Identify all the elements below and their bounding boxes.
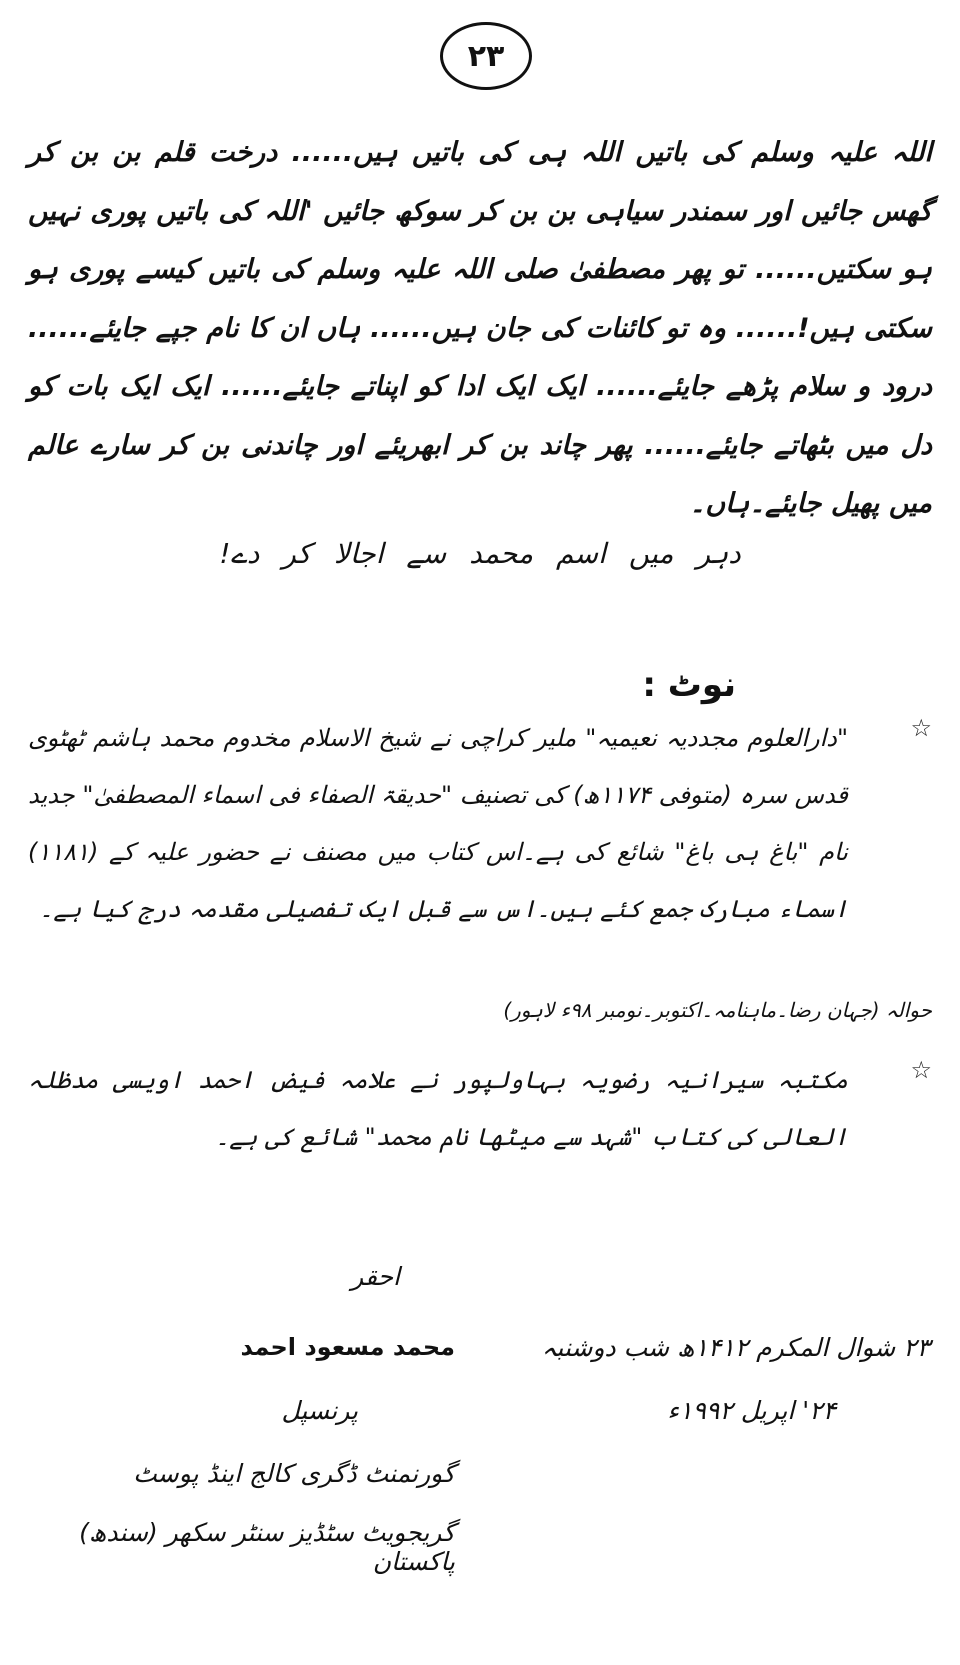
note-line: مکتبہ سیرانیہ رضویہ بہاولپور نے علامہ فیض احمد اویسی مدظلہ العالی کی کتاب — [28, 1066, 848, 1151]
date-gregorian: ۲۴' اپریل ۱۹۹۲ء — [667, 1396, 836, 1425]
note-line: ہی باغ" شائع کی ہے۔اس کتاب میں مصنف نے حضور علیہ کے (۱۱۸۱) اسماء — [28, 838, 848, 923]
page-number: ۲۳ — [440, 22, 532, 90]
note-item — [28, 1052, 932, 1166]
note-heading: نوٹ : — [642, 665, 736, 705]
signer-title: پرنسپل — [281, 1396, 358, 1425]
body-line: علیہ وسلم کی باتیں کیسے پوری ہو سکتی ہیں!...... وہ تو کائنات کی جان ہیں...... ہاں ان کا نام — [28, 254, 933, 344]
body-paragraph — [28, 124, 932, 534]
note-line: سرہ (متوفی ۱۱۷۴ھ) کی تصنیف "حدیقۃ الصفاء فی اسماء المصطفیٰ" جدید نام "باغ — [28, 781, 848, 866]
note-line: مبارک جمع کئے ہیں۔اس سے قبل ایک تفصیلی مقدمہ درج کیا ہے۔ — [39, 895, 771, 923]
signer-name: محمد مسعود احمد — [240, 1333, 455, 1361]
body-line: اللہ علیہ وسلم کی باتیں اللہ ہی کی باتیں ہیں...... درخت قلم بن بن کر گھس جائیں اور سمندر — [28, 137, 932, 227]
note-text — [28, 710, 848, 938]
verse-line: دہر میں اسم محمد سے اجالا کر دے! — [219, 537, 741, 570]
signature-humble: احقر — [351, 1262, 400, 1291]
note-line: "دارالعلوم مجددیہ نعیمیہ" ملیر کراچی نے شیخ الاسلام مخدوم محمد ہاشم ٹھٹوی قدس — [28, 724, 849, 809]
note-text — [28, 1052, 848, 1166]
body-line: سیاہی بن بن کر سوکھ جائیں 'اللہ کی باتیں پوری نہیں ہو سکتیں...... تو پھر مصطفیٰ صلی اللہ — [28, 195, 932, 285]
star-bullet-icon: ☆ — [910, 714, 932, 742]
body-line: میں پھیل جایئے۔ہاں۔ — [689, 488, 932, 519]
institute-name: گریجویٹ سٹڈیز سنٹر سکھر (سندھ) پاکستان — [79, 1518, 455, 1576]
body-line: جپے جایئے...... درود و سلام پڑھے جایئے...... ایک ایک ادا کو اپناتے جایئے...... ایک — [28, 312, 932, 402]
note-line: "شہد سے میٹھا نام محمد" شائع کی ہے۔ — [215, 1123, 643, 1151]
date-hijri: ۲۳ شوال المکرم ۱۴۱۲ھ شب دوشنبہ — [541, 1333, 930, 1362]
college-name: گورنمنٹ ڈگری کالج اینڈ پوسٹ — [133, 1459, 455, 1488]
reference-citation: حوالہ (جہان رضا۔ماہنامہ۔اکتوبر۔نومبر ۹۸ء لاہور) — [503, 998, 932, 1022]
body-line: ایک بات کو دل میں بٹھاتے جایئے...... پھر چاند بن کر ابھریئے اور چاندنی بن کر سارے عالم — [28, 371, 932, 461]
note-item — [28, 710, 932, 938]
star-bullet-icon: ☆ — [910, 1056, 932, 1084]
